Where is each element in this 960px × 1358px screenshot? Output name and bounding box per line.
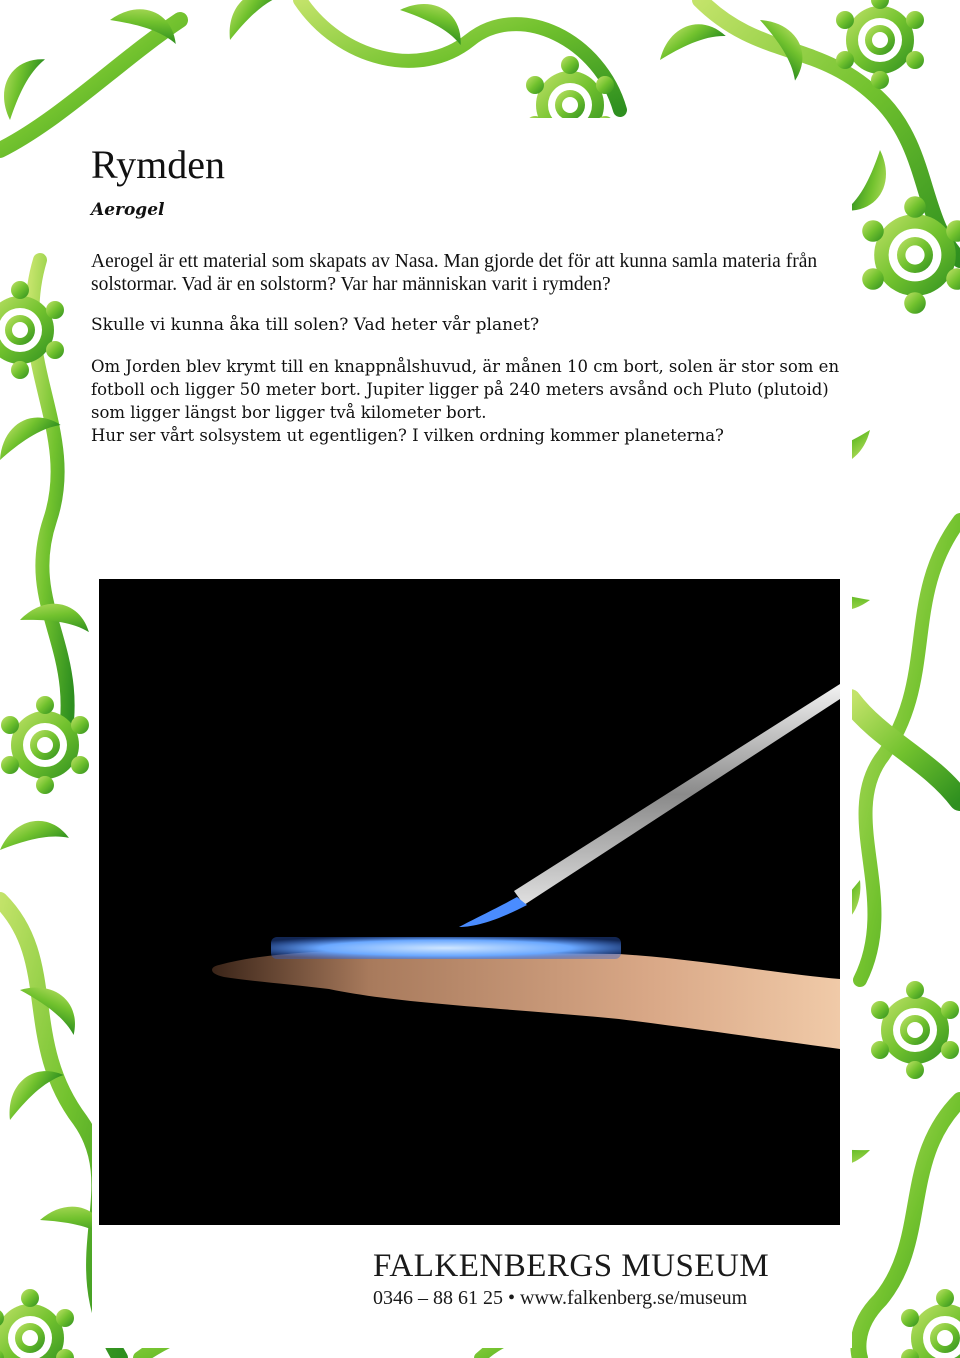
page-title: Rymden [91, 142, 225, 187]
paragraph-intro: Aerogel är ett material som skapats av Nasa. Man gjorde det för att kunna samla materia från solstormar. Vad är en solstorm? Var har människan varit i rymden? [91, 251, 818, 295]
museum-contact: 0346 – 88 61 25 • www.falkenberg.se/museum [373, 1287, 748, 1309]
hand-shape [212, 951, 840, 1049]
museum-name: FALKENBERGS MUSEUM [373, 1248, 770, 1284]
paragraph-line: Hur ser vårt solsystem ut egentligen? I vilken ordning kommer planeterna? [91, 426, 724, 445]
museum-footer [373, 1248, 769, 1310]
aerogel-slab [271, 937, 621, 959]
blue-flame [459, 897, 527, 927]
aerogel-photo [99, 579, 840, 1225]
page-subtitle: Aerogel [91, 200, 165, 220]
article [91, 130, 841, 447]
paragraph-line: Om Jorden blev krymt till en knappnålshuvud, är månen 10 cm bort, solen är stor som en fotboll och ligger 50 meter bort. Jupiter ligger på 240 meters avsånd och Pluto (plutoid) som ligger längst bor ligger två kilometer bort. [91, 357, 840, 422]
blowtorch-tube [514, 684, 840, 905]
paragraph-questions: Skulle vi kunna åka till solen? Vad heter vår planet? [91, 315, 540, 335]
paragraph-solar-system [91, 355, 841, 447]
